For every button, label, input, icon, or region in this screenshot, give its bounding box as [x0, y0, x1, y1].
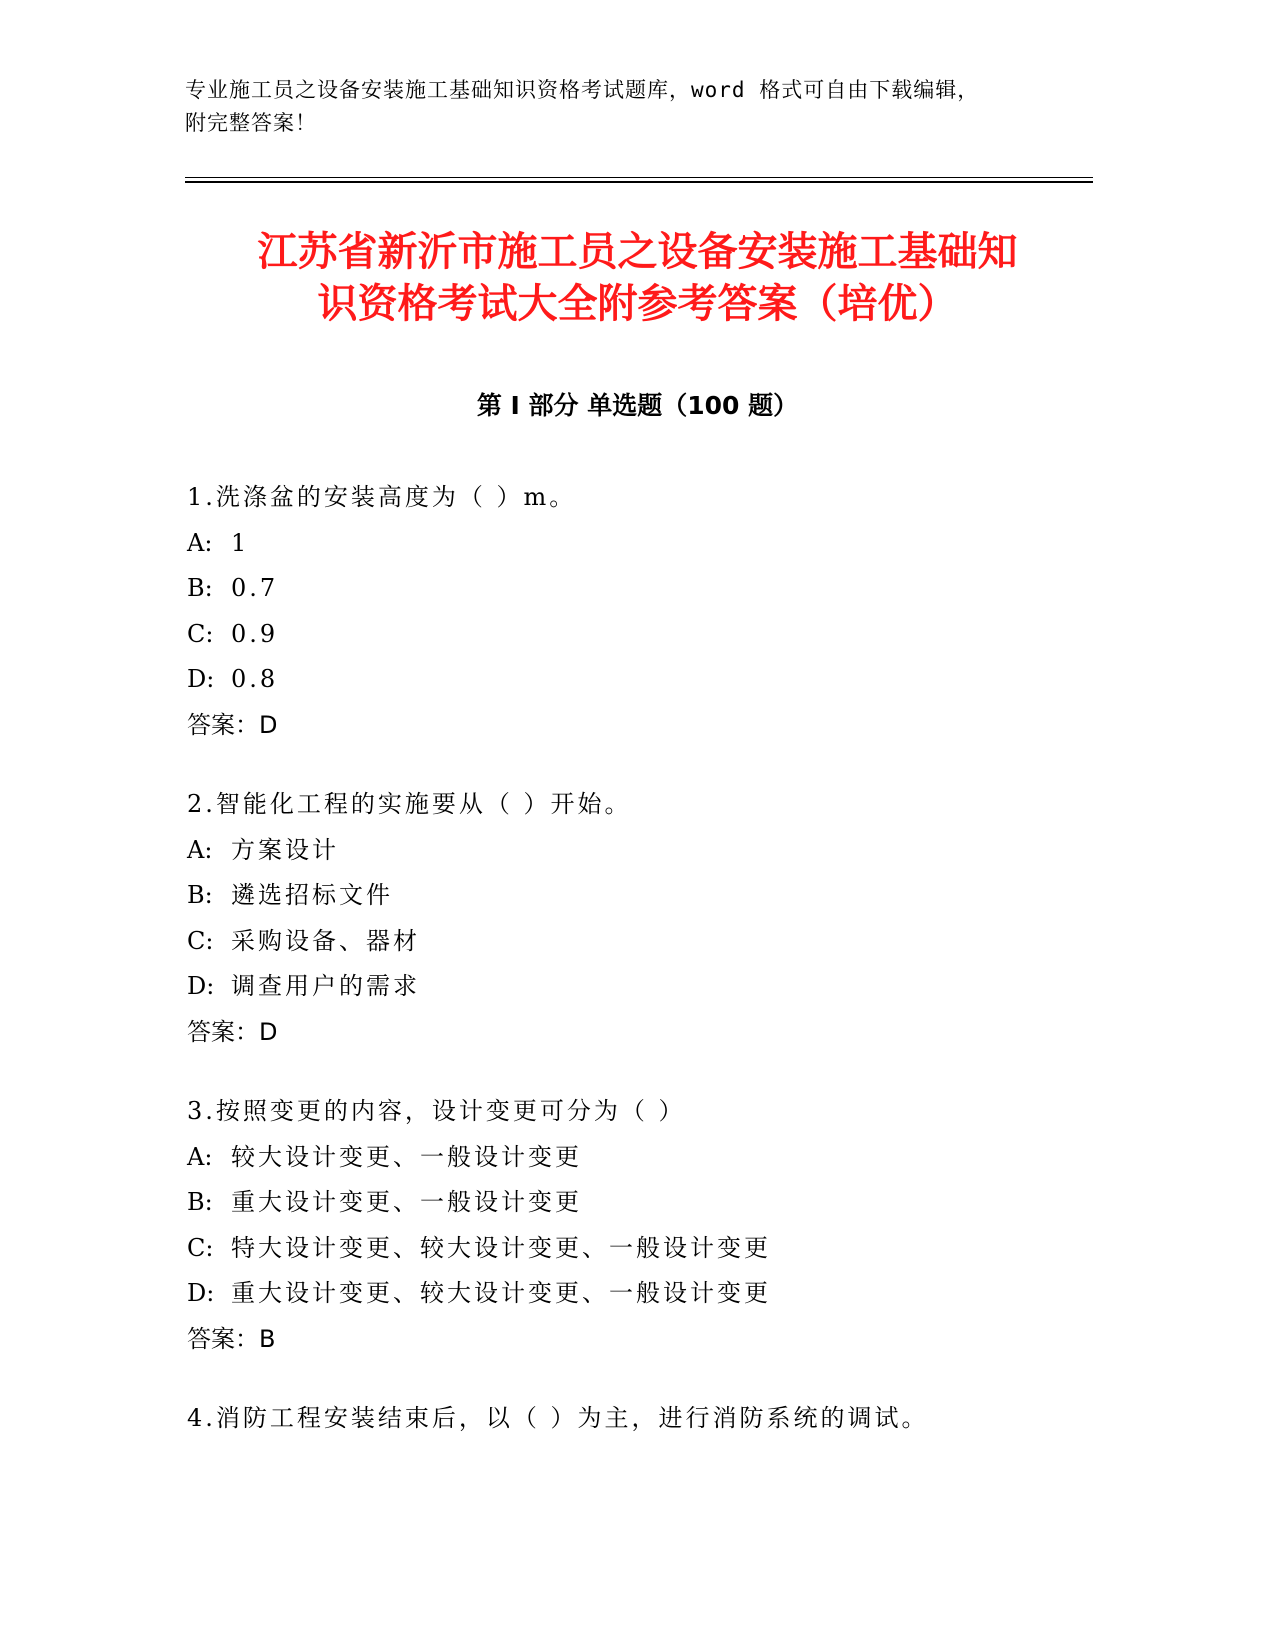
option-b: [187, 566, 1087, 612]
option-text: 方案设计: [231, 835, 339, 864]
header-divider-thin: [185, 177, 1093, 178]
option-a: [187, 1135, 1087, 1181]
question-3: [187, 1089, 1087, 1362]
option-d: [187, 657, 1087, 703]
answer: 答案：D: [187, 710, 278, 739]
question-stem: 3.按照变更的内容，设计变更可分为（ ）: [187, 1097, 686, 1125]
document-title-line-2: 识资格考试大全附参考答案（培优）: [317, 281, 958, 327]
question-4: [187, 1396, 1087, 1442]
question-stem: 2.智能化工程的实施要从（ ）开始。: [187, 790, 632, 818]
option-label: B:: [187, 881, 213, 909]
header-divider-thick: [185, 181, 1093, 183]
question-stem: 4.消防工程安装结束后，以（ ）为主，进行消防系统的调试。: [187, 1404, 929, 1432]
option-d: [187, 1271, 1087, 1317]
option-text: 采购设备、器材: [231, 926, 420, 955]
option-label: C:: [187, 619, 214, 648]
option-c: [187, 1226, 1087, 1272]
option-label: A:: [187, 835, 213, 864]
option-text: 调查用户的需求: [231, 972, 420, 1000]
option-text: 0.7: [231, 574, 279, 602]
option-text: 1: [231, 528, 250, 557]
option-text: 遴选招标文件: [231, 881, 393, 909]
option-a: [187, 828, 1087, 874]
option-b: [187, 873, 1087, 919]
question-1: [187, 475, 1087, 748]
option-label: B:: [187, 574, 213, 602]
document-title-line-1: 江苏省新沂市施工员之设备安装施工基础知: [257, 229, 1018, 275]
header-note-line-1: 专业施工员之设备安装施工基础知识资格考试题库，word 格式可自由下载编辑，: [185, 78, 980, 102]
option-text: 0.8: [231, 665, 279, 693]
option-label: C:: [187, 926, 214, 955]
option-b: [187, 1180, 1087, 1226]
document-title: [150, 226, 1125, 330]
option-label: C:: [187, 1233, 214, 1262]
option-label: A:: [187, 1142, 213, 1171]
header-note-line-2: 附完整答案！: [185, 111, 317, 135]
question-list: [187, 475, 1087, 1476]
option-text: 重大设计变更、一般设计变更: [231, 1188, 582, 1216]
option-a: [187, 521, 1087, 567]
section-heading: 第 I 部分 单选题（100 题）: [476, 391, 799, 420]
question-2: [187, 782, 1087, 1055]
option-c: [187, 612, 1087, 658]
option-label: D:: [187, 1279, 215, 1307]
option-d: [187, 964, 1087, 1010]
option-text: 特大设计变更、较大设计变更、一般设计变更: [231, 1233, 771, 1262]
option-text: 重大设计变更、较大设计变更、一般设计变更: [231, 1279, 771, 1307]
option-label: B:: [187, 1188, 213, 1216]
answer: 答案：B: [187, 1324, 276, 1353]
option-text: 较大设计变更、一般设计变更: [231, 1142, 582, 1171]
option-label: D:: [187, 665, 215, 693]
question-stem: 1.洗涤盆的安装高度为（ ）m。: [187, 483, 577, 511]
header-note: [185, 74, 1065, 140]
option-c: [187, 919, 1087, 965]
option-label: A:: [187, 528, 213, 557]
option-label: D:: [187, 972, 215, 1000]
option-text: 0.9: [231, 619, 279, 648]
answer: 答案：D: [187, 1017, 278, 1046]
